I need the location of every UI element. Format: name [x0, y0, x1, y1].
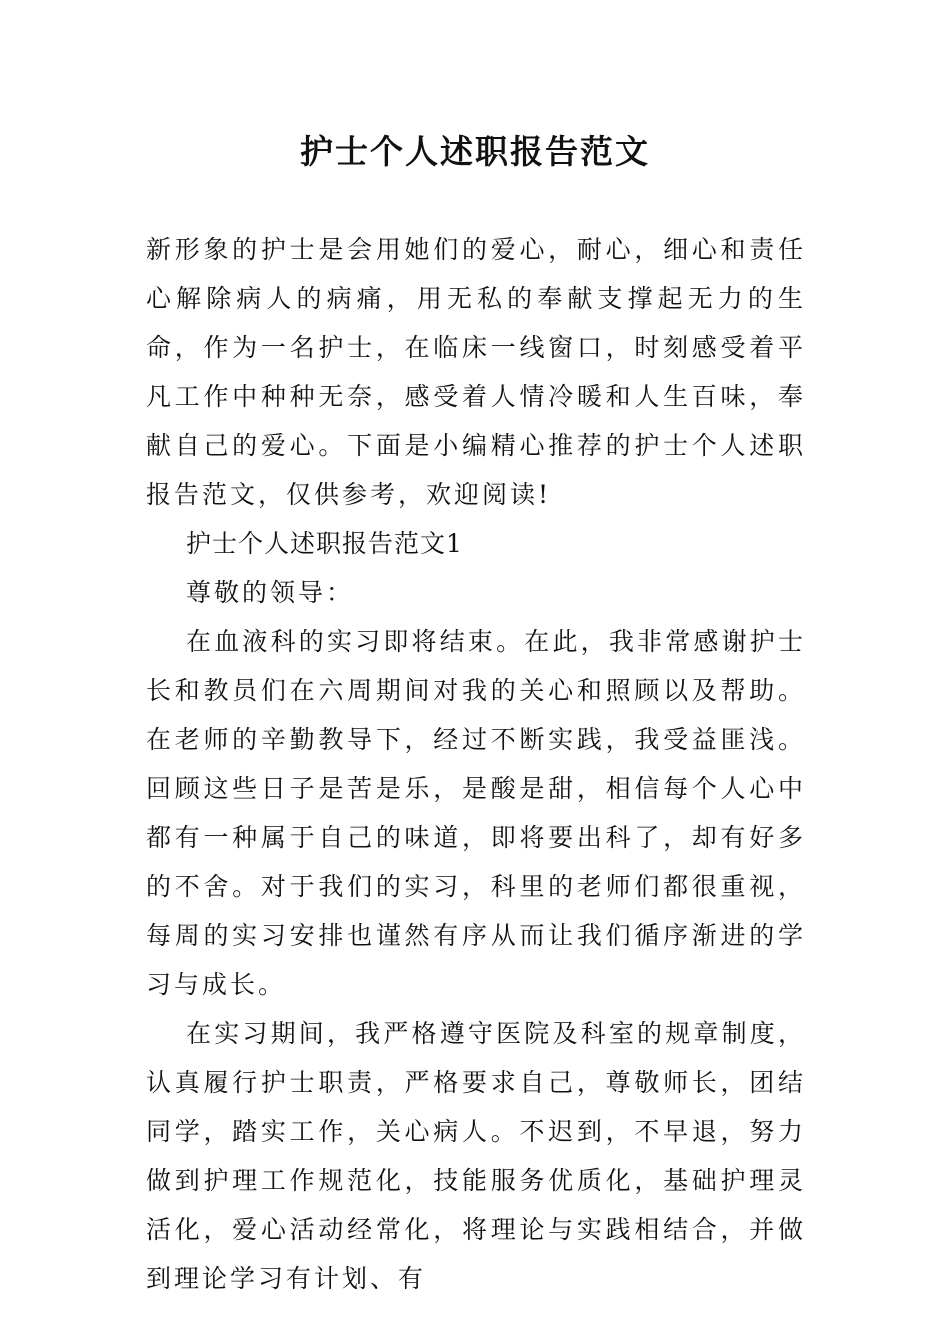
body-paragraph: 在血液科的实习即将结束。在此，我非常感谢护士长和教员们在六周期间对我的关心和照顾以及帮助。在老师的辛勤教导下，经过不断实践，我受益匪浅。回顾这些日子是苦是乐，是酸是甜，相信每个人心中都有一种属于自己的味道，即将要出科了，却有好多的不舍。对于我们的实习，科里的老师们都很重视，每周的实习安排也谨然有序从而让我们循序渐进的学习与成长。 [146, 627, 806, 999]
document-body [146, 225, 806, 1303]
document-title: 护士个人述职报告范文 [300, 132, 650, 171]
intro-paragraph: 新形象的护士是会用她们的爱心，耐心，细心和责任心解除病人的病痛，用无私的奉献支撑起无力的生命，作为一名护士，在临床一线窗口，时刻感受着平凡工作中种种无奈，感受着人情冷暖和人生百味，奉献自己的爱心。下面是小编精心推荐的护士个人述职报告范文，仅供参考，欢迎阅读! [146, 235, 806, 509]
section-heading: 护士个人述职报告范文1 [186, 529, 463, 558]
salutation: 尊敬的领导： [186, 578, 355, 607]
body-paragraph: 在实习期间，我严格遵守医院及科室的规章制度，认真履行护士职责，严格要求自己，尊敬师长，团结同学，踏实工作，关心病人。不迟到，不早退，努力做到护理工作规范化，技能服务优质化，基础护理灵活化，爱心活动经常化，将理论与实践相结合，并做到理论学习有计划、有 [146, 1019, 806, 1293]
